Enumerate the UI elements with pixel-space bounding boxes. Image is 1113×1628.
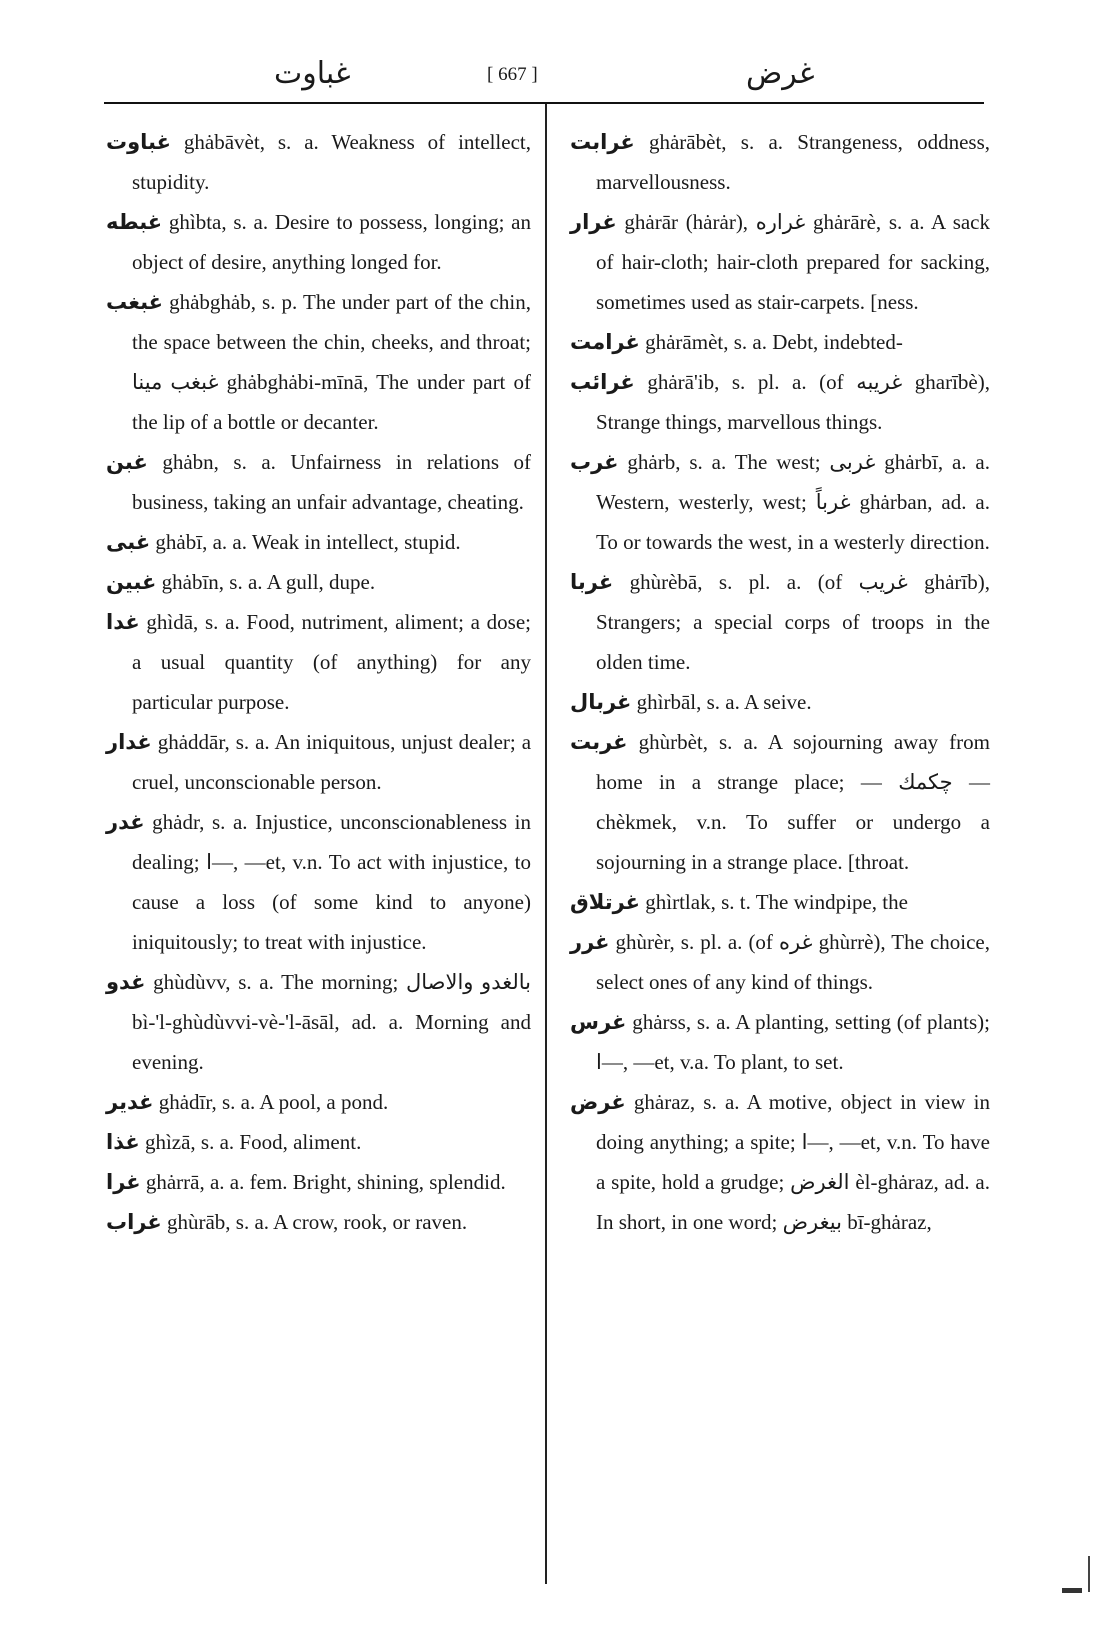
entry-text: ghȧbn, s. a. Unfairness in relations of business, taking an unfair advantage, cheating.	[132, 450, 531, 514]
entry-text: ghȧbghȧb, s. p. The under part of the chin, the space between the chin, cheeks, and throat; غبغب مينا ghȧbghȧbi-mīnā, The under part of the lip of a bottle or decanter.	[132, 290, 531, 434]
dictionary-entry	[106, 602, 531, 722]
dictionary-entry	[106, 1202, 531, 1242]
entry-text: ghȧraz, s. a. A motive, object in view in doing anything; a spite; ا—, —et, v.n. To have a spite, hold a grudge; الغرض èl-ghȧraz, ad. a. In short, in one word; بيغرض bī-ghȧraz,	[596, 1090, 991, 1234]
entry-text: ghȧbāvèt, s. a. Weakness of intellect, stupidity.	[132, 130, 531, 194]
arabic-headword: غرض	[570, 1090, 626, 1114]
arabic-headword: غرابت	[570, 130, 635, 154]
entry-text: ghìzā, s. a. Food, aliment.	[144, 1130, 362, 1154]
dictionary-entry	[106, 962, 531, 1082]
dictionary-entry	[106, 1122, 531, 1162]
entry-text: ghȧrss, s. a. A planting, setting (of plants); ا—, —et, v.a. To plant, to set.	[596, 1010, 991, 1074]
arabic-headword: غدر	[106, 810, 145, 834]
entry-text: ghìdā, s. a. Food, nutriment, aliment; a dose; a usual quantity (of anything) for any particular purpose.	[132, 610, 531, 714]
dictionary-entry	[570, 362, 990, 442]
entry-text: ghùrèr, s. pl. a. (of غره ghùrrè), The choice, select ones of any kind of things.	[596, 930, 991, 994]
arabic-headword: غراب	[106, 1210, 162, 1234]
entry-text: ghȧbī, a. a. Weak in intellect, stupid.	[155, 530, 461, 554]
entry-text: ghȧddār, s. a. An iniquitous, unjust dealer; a cruel, unconscionable person.	[132, 730, 532, 794]
dictionary-entry	[106, 1082, 531, 1122]
entry-text: ghȧrār (hȧrȧr), غراره ghȧrārè, s. a. A sack of hair-cloth; hair-cloth prepared for sacking, sometimes used as stair-carpets. [ness.	[596, 210, 991, 314]
dictionary-entry	[570, 202, 990, 322]
margin-bar	[1088, 1556, 1090, 1592]
arabic-headword: غبغب	[106, 290, 164, 314]
arabic-headword: غدا	[106, 610, 140, 634]
dictionary-entry	[570, 442, 990, 562]
entry-text: ghìrbāl, s. a. A seive.	[636, 690, 812, 714]
page-number: [ 667 ]	[487, 64, 538, 85]
dictionary-entry	[106, 722, 531, 802]
entry-text: ghùrèbā, s. pl. a. (of غريب ghȧrīb), Strangers; a special corps of troops in the olden time.	[596, 570, 990, 674]
dictionary-entry	[570, 922, 990, 1002]
dictionary-entry	[106, 522, 531, 562]
entry-text: ghȧrābèt, s. a. Strangeness, oddness, marvellousness.	[596, 130, 990, 194]
dictionary-entry	[570, 122, 990, 202]
column-divider	[545, 104, 547, 1584]
entry-text: ghȧrrā, a. a. fem. Bright, shining, splendid.	[145, 1170, 506, 1194]
entry-text: ghùdùvv, s. a. The morning; بالغدو والاصال bì-'l-ghùdùvvi-vè-'l-āsāl, ad. a. Morning and evening.	[132, 970, 531, 1074]
margin-tick	[1062, 1588, 1082, 1593]
arabic-headword: غبن	[106, 450, 148, 474]
entry-text: ghȧrā'ib, s. pl. a. (of غريبه gharībè), Strange things, marvellous things.	[596, 370, 990, 434]
dictionary-entry	[106, 282, 531, 442]
entry-text: ghìbta, s. a. Desire to possess, longing; an object of desire, anything longed for.	[132, 210, 531, 274]
arabic-headword: غرتلاق	[570, 890, 641, 914]
dictionary-entry	[106, 442, 531, 522]
entry-text: ghȧdīr, s. a. A pool, a pond.	[158, 1090, 389, 1114]
arabic-headword: غدو	[106, 970, 146, 994]
entry-text: ghȧbīn, s. a. A gull, dupe.	[161, 570, 376, 594]
arabic-headword: غذا	[106, 1130, 140, 1154]
dictionary-entry	[106, 202, 531, 282]
dictionary-entry	[570, 1002, 990, 1082]
entry-text: ghȧrāmèt, s. a. Debt, indebted-	[645, 330, 903, 354]
arabic-headword: غربا	[570, 570, 614, 594]
arabic-headword: غرامت	[570, 330, 640, 354]
dictionary-entry	[570, 562, 990, 682]
dictionary-entry	[570, 1082, 990, 1242]
arabic-headword: غدير	[106, 1090, 154, 1114]
arabic-headword: غرر	[570, 930, 610, 954]
dictionary-entry	[106, 1162, 531, 1202]
dictionary-entry	[570, 322, 990, 362]
arabic-headword: غرائب	[570, 370, 635, 394]
entry-text: ghȧdr, s. a. Injustice, unconscionableness in dealing; ا—, —et, v.n. To act with injustice, to cause a loss (of some kind to anyone) iniquitously; to treat with injustice.	[132, 810, 532, 954]
header-right-catchword: غرض	[746, 56, 815, 91]
arabic-headword: غرب	[570, 450, 619, 474]
dictionary-entry	[106, 562, 531, 602]
arabic-headword: غبين	[106, 570, 157, 594]
scan-margin-mark	[1062, 1556, 1092, 1596]
arabic-headword: غربال	[570, 690, 632, 714]
entry-text: ghùrbèt, s. a. A sojourning away from home in a strange place; — چكمك —chèkmek, v.n. To suffer or undergo a sojourning in a strange place. [throat.	[596, 730, 991, 874]
dictionary-entry	[106, 802, 531, 962]
dictionary-entry	[106, 122, 531, 202]
arabic-headword: غدار	[106, 730, 152, 754]
arabic-headword: غبطه	[106, 210, 163, 234]
arabic-headword: غباوت	[106, 130, 171, 154]
left-column	[106, 122, 531, 1242]
arabic-headword: غرس	[570, 1010, 627, 1034]
dictionary-entry	[570, 882, 990, 922]
arabic-headword: غرا	[106, 1170, 141, 1194]
dictionary-entry	[570, 722, 990, 882]
arabic-headword: غبى	[106, 530, 151, 554]
page-header	[104, 56, 984, 100]
header-left-catchword: غباوت	[274, 56, 351, 91]
entry-text: ghìrtlak, s. t. The windpipe, the	[645, 890, 908, 914]
header-rule	[104, 102, 984, 104]
dictionary-entry	[570, 682, 990, 722]
arabic-headword: غربت	[570, 730, 628, 754]
right-column	[570, 122, 990, 1242]
entry-text: ghȧrb, s. a. The west; غربى ghȧrbī, a. a. Western, westerly, west; غرباً ghȧrban, ad. a. To or towards the west, in a westerly direction.	[596, 450, 991, 554]
entry-text: ghùrāb, s. a. A crow, rook, or raven.	[166, 1210, 468, 1234]
arabic-headword: غرار	[570, 210, 617, 234]
